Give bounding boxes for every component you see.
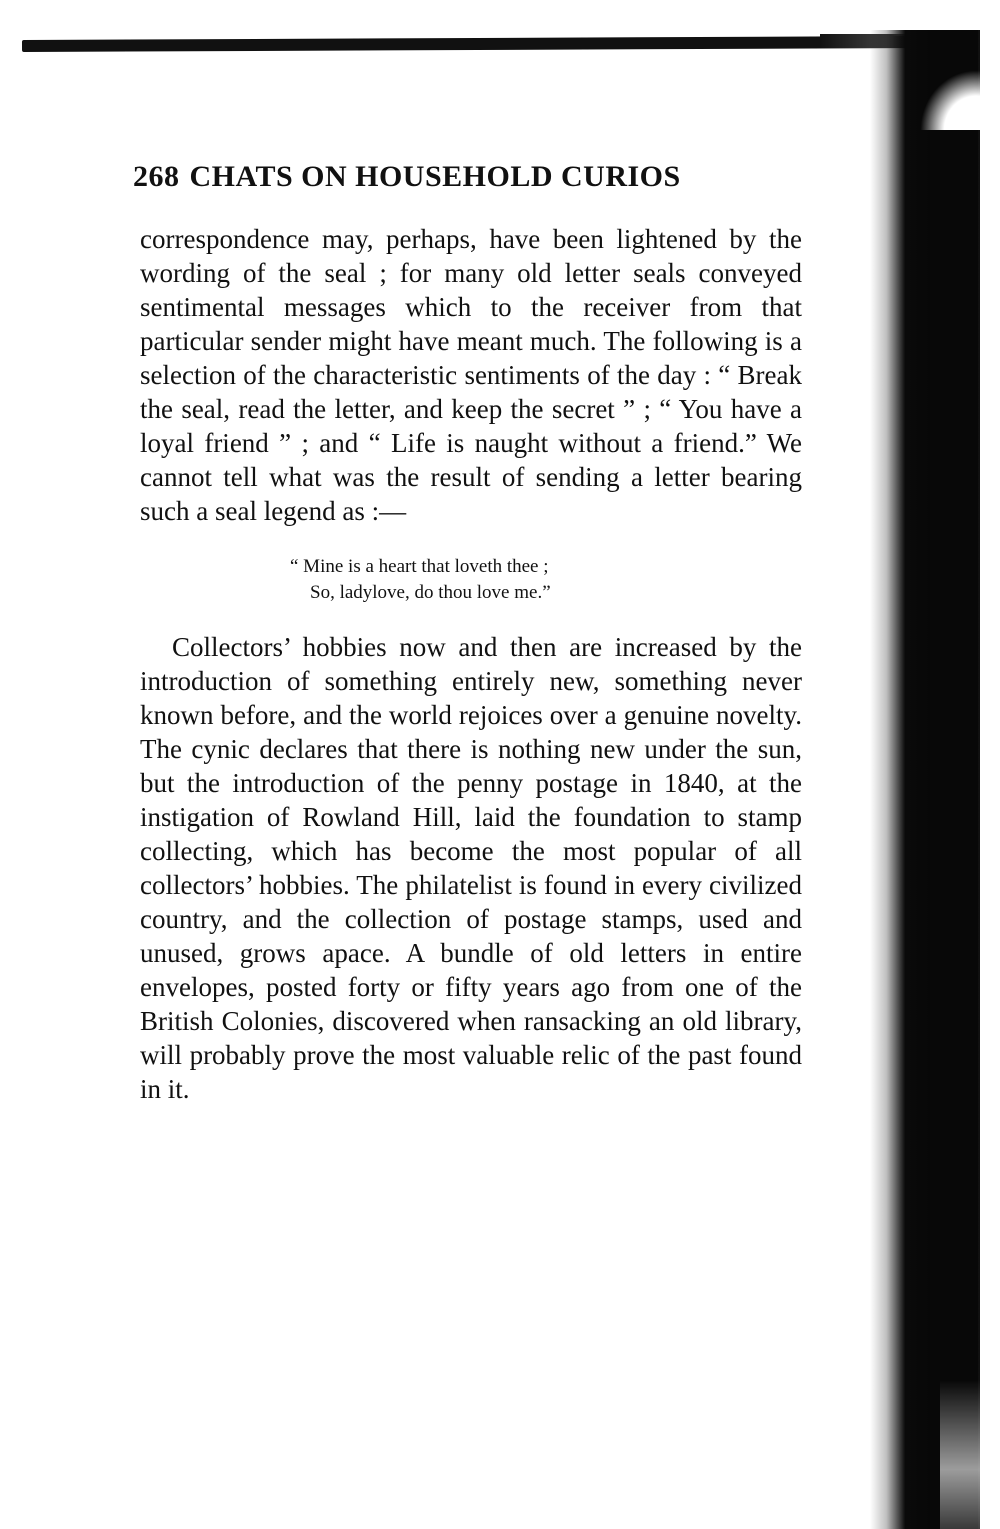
- paragraph-1: correspondence may, perhaps, have been lightened by the wording of the seal ; for many old letter seals conveyed sentimental messages which to the receiver from that particular sender might have meant much. The following is a selection of the characteristic sentiments of the day : “ Break the seal, read the letter, and keep the secret ” ; “ You have a loyal friend ” ; and “ Life is naught without a friend.” We cannot tell what was the result of sending a letter bearing such a seal legend as :—: [140, 224, 802, 526]
- verse-line-2: So, ladylove, do thou love me.”: [310, 582, 551, 603]
- text-block: [140, 222, 802, 1106]
- running-title: CHATS ON HOUSEHOLD CURIOS: [189, 160, 681, 193]
- verse-quote: [140, 554, 802, 606]
- page-number: 268: [133, 160, 180, 193]
- binding-bottom-fade: [940, 1380, 990, 1529]
- binding-notch: [920, 70, 990, 130]
- paragraph-2: Collectors’ hobbies now and then are increased by the introduction of something entirely new, something never known before, and the world rejoices over a genuine novelty. The cynic declares that there is nothing new under the sun, but the introduction of the penny postage in 1840, at the instigation of Rowland Hill, laid the foundation to stamp collecting, which has become the most popular of all collectors’ hobbies. The philatelist is found in every civilized country, and the collection of postage stamps, used and unused, grows apace. A bundle of old letters in entire envelopes, posted forty or fifty years ago from one of the British Colonies, discovered when ransacking an old library, will probably prove the most valuable relic of the past found in it.: [140, 632, 802, 1104]
- top-rule: [22, 36, 922, 52]
- running-head: [133, 160, 833, 194]
- verse-line-1: “ Mine is a heart that loveth thee ;: [290, 556, 549, 577]
- binding-shadow-edge: [930, 30, 978, 1529]
